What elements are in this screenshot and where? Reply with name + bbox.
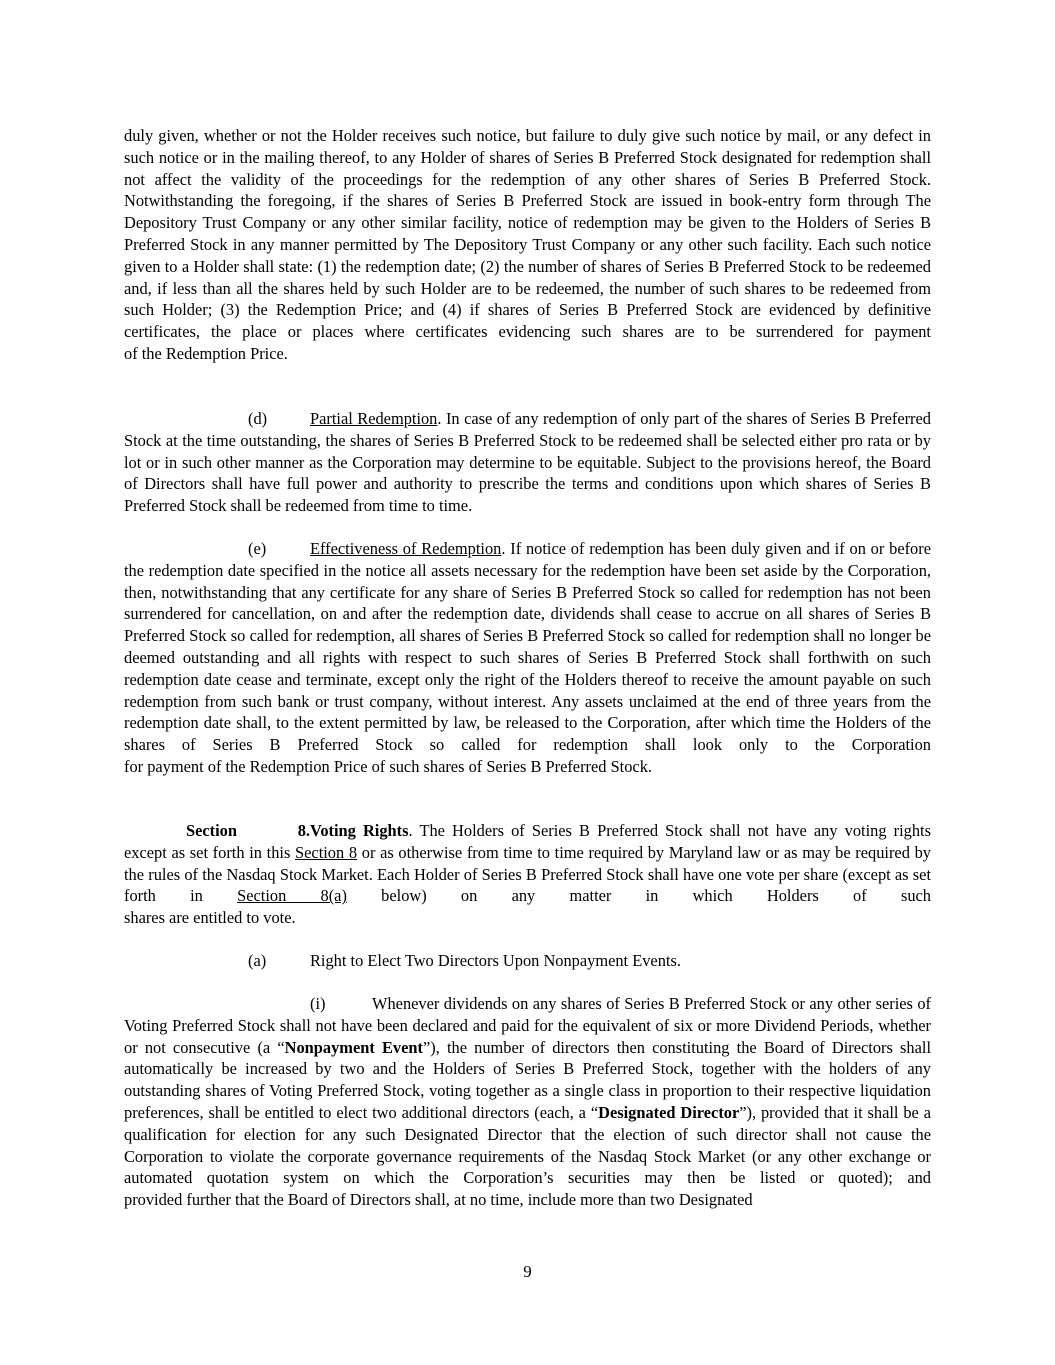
section-8-text-3: below) on any matter in which Holders of such <box>346 886 931 906</box>
subsection-a-heading <box>124 950 931 972</box>
subsection-i-text-1: Whenever dividends on any shares of Series B Preferred Stock or any other series of Voting Preferred Stock shall not have been declared and paid for the equivalent of six or more Dividend Periods, whether or not consecutive (a “ <box>124 994 931 1057</box>
section-8a-reference: Section 8(a) <box>237 886 347 906</box>
section-8-paragraph <box>124 820 931 929</box>
subsection-a-label: (a) <box>248 951 267 970</box>
partial-redemption-paragraph <box>124 408 931 517</box>
section-8-reference: Section 8 <box>295 842 358 862</box>
section-8-text-2: or as otherwise from time to time required by Maryland law or as may be required by the rules of the Nasdaq Stock Market. Each Holder of Series B Preferred Stock shall have one vote per share (except as set forth in <box>124 842 931 906</box>
section-8-last-line: shares are entitled to vote. <box>124 908 296 928</box>
nonpayment-event-term: Nonpayment Event <box>284 1037 423 1057</box>
effectiveness-title: Effectiveness of Redemption <box>310 539 502 558</box>
subsection-i-paragraph <box>124 993 931 1211</box>
partial-redemption-text: . In case of any redemption of only part of the shares of Series B Preferred Stock at the time outstanding, the shares of Series B Preferred Stock to be redeemed shall be selected either pro rata or by lot or in such other manner as the Corporation may determine to be equitable. Subject to the provisions hereof, the Board of Directors shall have full power and authority to prescribe the terms and conditions upon which shares of Series B Preferred Stock shall be redeemed from time to time. <box>124 409 931 516</box>
effectiveness-last-line: for payment of the Redemption Price of such shares of Series B Preferred Stock. <box>124 756 652 776</box>
effectiveness-text: . If notice of redemption has been duly given and if on or before the redemption date specified in the notice all assets necessary for the redemption have been set aside by the Corporation, then, notwithstanding that any certificate for any share of Series B Preferred Stock so called for redemption has not been surrendered for cancellation, on and after the redemption date, dividends shall cease to accrue on all shares of Series B Preferred Stock so called for redemption, all shares of Series B Preferred Stock so called for redemption shall no longer be deemed outstanding and all rights with respect to such shares of Series B Preferred Stock shall forthwith on such redemption date cease and terminate, except only the right of the Holders thereof to receive the amount payable on such redemption from such bank or trust company, without interest. Any assets unclaimed at the end of three years from the redemption date shall, to the extent permitted by law, be released to the Corporation, after which time the Holders of the shares of Series B Preferred Stock so called for redemption shall look only to the Corporation <box>124 539 931 755</box>
notice-paragraph <box>124 125 931 365</box>
subsection-a-title: Right to Elect Two Directors Upon Nonpayment Events. <box>310 951 681 970</box>
designated-director-term: Designated Director <box>598 1102 740 1122</box>
partial-redemption-label: (d) <box>248 409 268 428</box>
section-8-text-1: . The Holders of Series B Preferred Stock shall not have any voting rights except as set forth in this <box>124 821 931 862</box>
notice-paragraph-last-line: of the Redemption Price. <box>124 343 288 363</box>
section-8-title: Voting Rights <box>310 821 409 840</box>
section-8-label: Section 8. <box>186 821 310 840</box>
subsection-i-label: (i) <box>310 994 326 1013</box>
notice-paragraph-text: duly given, whether or not the Holder receives such notice, but failure to duly give such notice by mail, or any defect in such notice or in the mailing thereof, to any Holder of shares of Series B Preferred Stock designated for redemption shall not affect the validity of the proceedings for the redemption of any other shares of Series B Preferred Stock. Notwithstanding the foregoing, if the shares of Series B Preferred Stock are issued in book-entry form through The Depository Trust Company or any other similar facility, notice of redemption may be given to the Holders of Series B Preferred Stock in any manner permitted by The Depository Trust Company or any other such facility. Each such notice given to a Holder shall state: (1) the redemption date; (2) the number of shares of Series B Preferred Stock to be redeemed and, if less than all the shares held by such Holder are to be redeemed, the number of such shares to be redeemed from such Holder; (3) the Redemption Price; and (4) if shares of Series B Preferred Stock are evidenced by definitive certificates, the place or places where certificates evidencing such shares are to be surrendered for payment <box>124 126 931 342</box>
partial-redemption-title: Partial Redemption <box>310 409 438 428</box>
subsection-i-last-line: provided further that the Board of Directors shall, at no time, include more than two Designated <box>124 1190 753 1210</box>
page-number: 9 <box>523 1262 532 1281</box>
effectiveness-label: (e) <box>248 539 267 558</box>
subsection-i-text-2: ”), the number of directors then constituting the Board of Directors shall automatically be increased by two and the Holders of Series B Preferred Stock, together with the holders of any outstanding shares of Voting Preferred Stock, voting together as a single class in proportion to their respective liquidation preferences, shall be entitled to elect two additional directors (each, a “ <box>124 1037 931 1122</box>
subsection-i-text-3: ”), provided that it shall be a qualification for election for any such Designated Director that the election of such director shall not cause the Corporation to violate the corporate governance requirements of the Nasdaq Stock Market (or any other exchange or automated quotation system on which the Corporation’s securities may then be listed or quoted); and <box>124 1102 931 1188</box>
effectiveness-paragraph <box>124 538 931 778</box>
